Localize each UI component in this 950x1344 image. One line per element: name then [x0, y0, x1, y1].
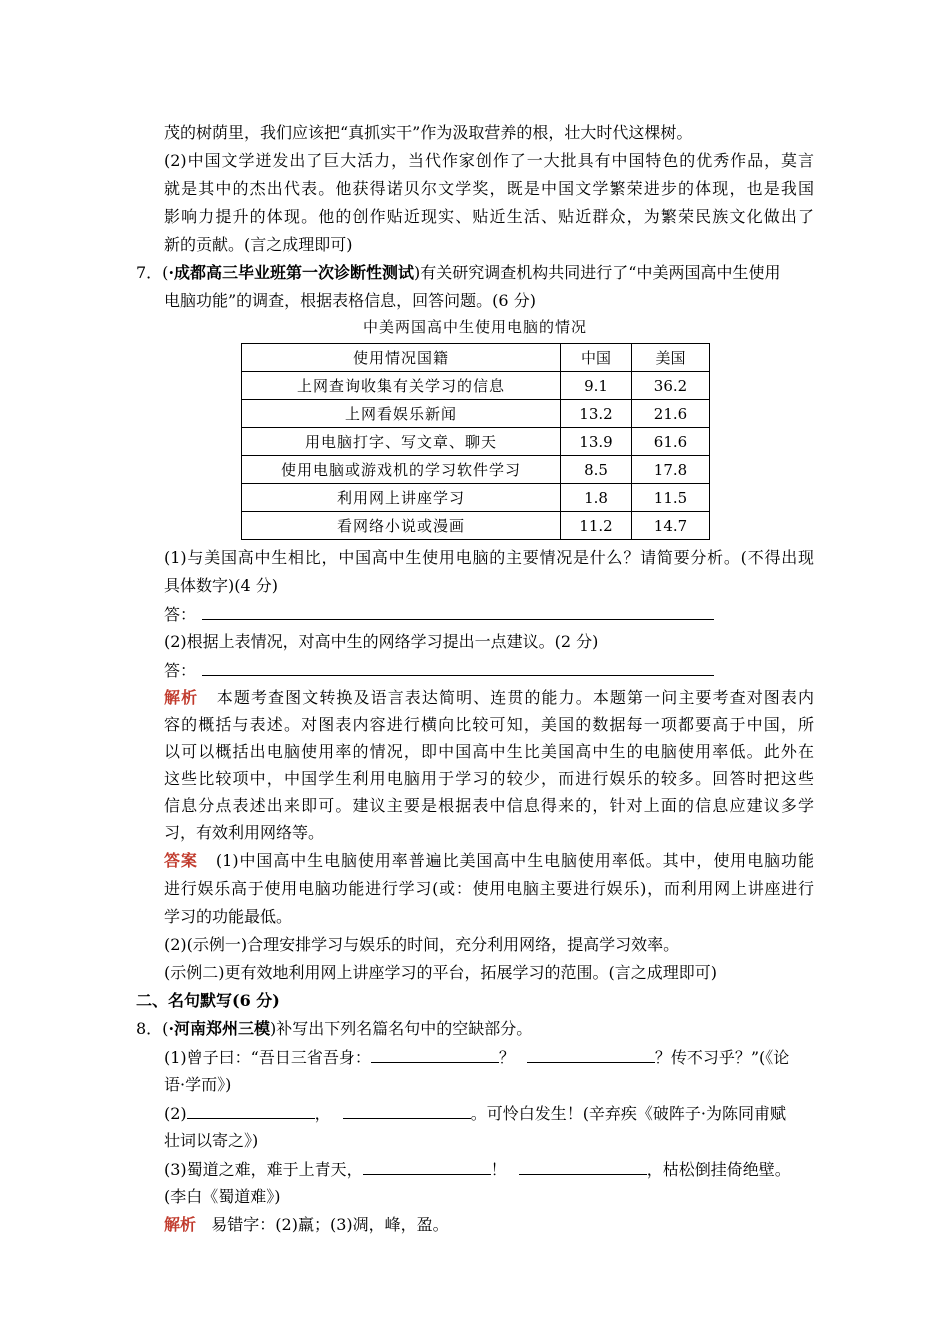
analysis-label: 解析	[164, 688, 199, 707]
table-header-cell: 中国	[561, 344, 632, 372]
table-cell: 使用电脑或游戏机的学习软件学习	[242, 456, 561, 484]
answer-line-2	[164, 659, 714, 682]
analysis-line	[164, 687, 814, 709]
table-cell: 13.9	[561, 428, 632, 456]
table-cell: 14.7	[632, 512, 710, 540]
analysis-line: 信息分点表述出来即可。建议主要是根据表中信息得来的，针对上面的信息应建议多学	[164, 796, 814, 815]
table-cell: 21.6	[632, 400, 710, 428]
table-cell: 9.1	[561, 372, 632, 400]
item-text: (1)曾子曰：“吾日三省吾身：	[164, 1048, 371, 1067]
section-heading: 二、名句默写(6 分)	[136, 991, 280, 1010]
table-header-row	[242, 344, 710, 372]
question-7-header	[136, 262, 780, 284]
item-text: (2)	[164, 1104, 187, 1123]
subquestion-1-cont: 具体数字)(4 分)	[164, 576, 278, 595]
question-text: )补写出下列名篇名句中的空缺部分。	[270, 1019, 533, 1038]
table-cell: 1.8	[561, 484, 632, 512]
table-row	[242, 372, 710, 400]
item-text: ？传不习乎？”(《论	[654, 1048, 790, 1067]
table-cell: 利用网上讲座学习	[242, 484, 561, 512]
fill-item-1	[164, 1046, 789, 1069]
fill-blank[interactable]	[363, 1158, 491, 1175]
table-row	[242, 400, 710, 428]
table-cell: 用电脑打字、写文章、聊天	[242, 428, 561, 456]
item-text: ，	[314, 1104, 331, 1123]
question-8-header	[136, 1018, 532, 1040]
table-row	[242, 428, 710, 456]
table-cell: 13.2	[561, 400, 632, 428]
table-cell: 11.5	[632, 484, 710, 512]
table-cell: 看网络小说或漫画	[242, 512, 561, 540]
question-source: ·河南郑州三模	[168, 1019, 271, 1038]
subquestion-1: (1)与美国高中生相比，中国高中生使用电脑的主要情况是什么？请简要分析。(不得出现	[164, 548, 814, 567]
paragraph-line: (2)中国文学迸发出了巨大活力，当代作家创作了一大批具有中国特色的优秀作品，莫言	[164, 151, 814, 170]
paragraph-line: 就是其中的杰出代表。他获得诺贝尔文学奖，既是中国文学繁荣进步的体现，也是我国	[164, 179, 814, 198]
table-cell: 17.8	[632, 456, 710, 484]
table-cell: 11.2	[561, 512, 632, 540]
question-source: ·成都高三毕业班第一次诊断性测试	[168, 263, 415, 282]
answer-text-line: 学习的功能最低。	[164, 907, 293, 926]
answer-text-line: (示例二)更有效地利用网上讲座学习的平台，拓展学习的范围。(言之成理即可)	[164, 963, 717, 982]
fill-blank[interactable]	[343, 1102, 471, 1119]
analysis-text: 易错字：(2)羸；(3)凋，峰，盈。	[211, 1215, 449, 1234]
table-cell: 8.5	[561, 456, 632, 484]
table-header-cell: 使用情况国籍	[242, 344, 561, 372]
analysis-label: 解析	[164, 1215, 197, 1234]
fill-blank[interactable]	[519, 1158, 647, 1175]
answer-label: 答：	[164, 605, 197, 624]
usage-table	[241, 343, 710, 540]
answer-text-line: 进行娱乐高于使用电脑功能进行学习(或：使用电脑主要进行娱乐)，而利用网上讲座进行	[164, 879, 814, 898]
analysis-line	[164, 1214, 449, 1236]
fill-item-2	[164, 1102, 786, 1125]
table-row	[242, 484, 710, 512]
analysis-text: 本题考查图文转换及语言表达简明、连贯的能力。本题第一问主要考查对图表内	[216, 688, 814, 707]
item-text: (3)蜀道之难，难于上青天，	[164, 1160, 363, 1179]
item-text: ，枯松倒挂倚绝壁。	[646, 1160, 791, 1179]
answer-text-line: (2)(示例一)合理安排学习与娱乐的时间，充分利用网络，提高学习效率。	[164, 935, 680, 954]
paragraph-line: 新的贡献。(言之成理即可)	[164, 235, 353, 254]
analysis-line: 习，有效利用网络等。	[164, 823, 325, 842]
table-header-cell: 美国	[632, 344, 710, 372]
table-cell: 上网看娱乐新闻	[242, 400, 561, 428]
fill-item-3-cont: (李白《蜀道难》)	[164, 1187, 281, 1206]
answer-line-1	[164, 603, 714, 626]
table-caption: 中美两国高中生使用电脑的情况	[362, 318, 587, 336]
table-cell: 36.2	[632, 372, 710, 400]
item-text: ！	[490, 1160, 507, 1179]
table-cell: 上网查询收集有关学习的信息	[242, 372, 561, 400]
question-text: )有关研究调查机构共同进行了“中美两国高中生使用	[414, 263, 781, 282]
item-text: ？	[498, 1048, 515, 1067]
subquestion-2: (2)根据上表情况，对高中生的网络学习提出一点建议。(2 分)	[164, 632, 599, 651]
question-number: 8．(	[136, 1019, 169, 1038]
fill-item-1-cont: 语·学而》)	[164, 1075, 232, 1094]
fill-blank[interactable]	[187, 1102, 315, 1119]
answer-key-label: 答案	[164, 851, 198, 870]
item-text: 。可怜白发生！(辛弃疾《破阵子·为陈同甫赋	[470, 1104, 787, 1123]
fill-blank[interactable]	[527, 1046, 655, 1063]
fill-blank[interactable]	[371, 1046, 499, 1063]
answer-text: (1)中国高中生电脑使用率普遍比美国高中生电脑使用率低。其中，使用电脑功能	[215, 851, 814, 870]
question-number: 7．(	[136, 263, 169, 282]
analysis-line: 容的概括与表述。对图表内容进行横向比较可知，美国的数据每一项都要高于中国，所	[164, 715, 814, 734]
analysis-line: 以可以概括出电脑使用率的情况，即中国高中生比美国高中生的电脑使用率低。此外在	[164, 742, 814, 761]
answer-label: 答：	[164, 661, 197, 680]
fill-item-2-cont: 壮词以寄之》)	[164, 1131, 259, 1150]
answer-blank[interactable]	[202, 659, 714, 676]
fill-item-3	[164, 1158, 791, 1181]
table-row	[242, 512, 710, 540]
question-7-text: 电脑功能”的调查，根据表格信息，回答问题。(6 分)	[164, 291, 536, 310]
table-row	[242, 456, 710, 484]
answer-blank[interactable]	[202, 603, 714, 620]
paragraph-line: 影响力提升的体现。他的创作贴近现实、贴近生活、贴近群众，为繁荣民族文化做出了	[164, 207, 814, 226]
answer-text-line	[164, 850, 814, 872]
paragraph-line: 茂的树荫里，我们应该把“真抓实干”作为汲取营养的根，壮大时代这棵树。	[164, 123, 693, 142]
table-cell: 61.6	[632, 428, 710, 456]
analysis-line: 这些比较项中，中国学生利用电脑用于学习的较少，而进行娱乐的较多。回答时把这些	[164, 769, 814, 788]
